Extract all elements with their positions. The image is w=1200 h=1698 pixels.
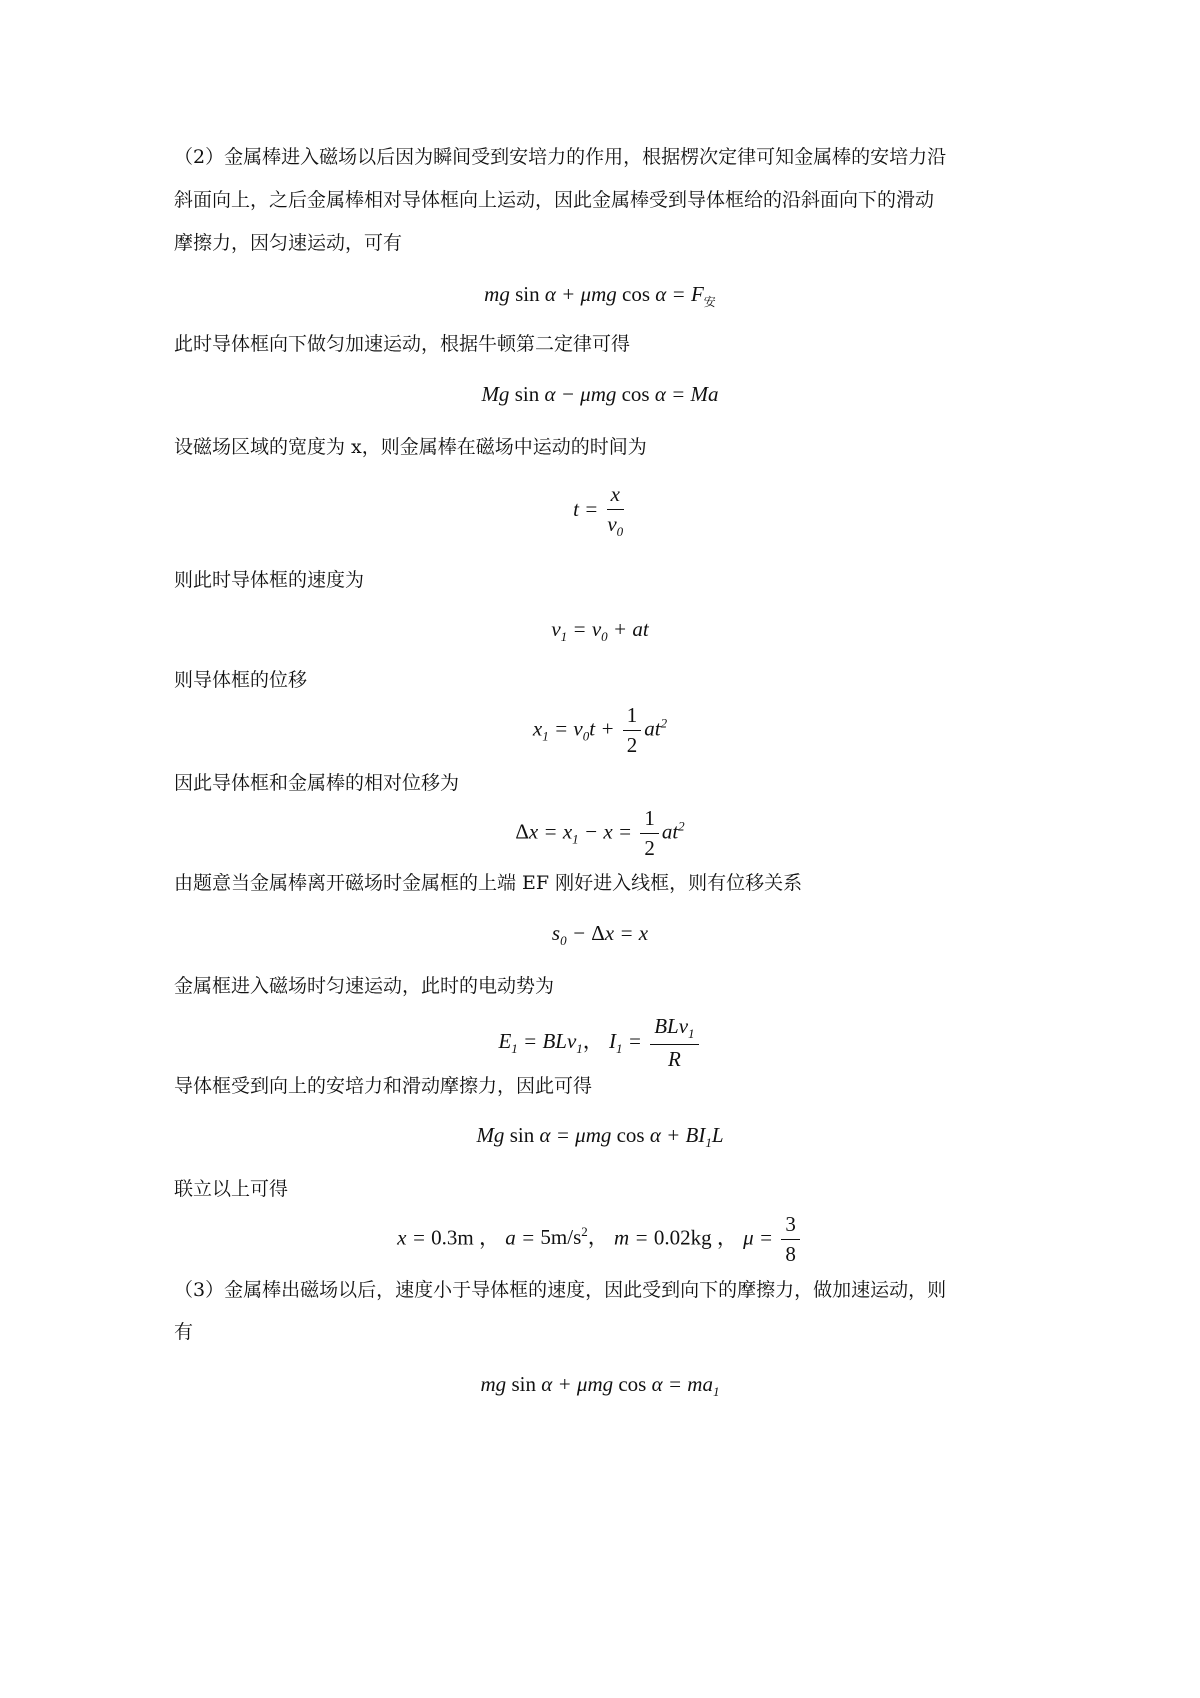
equation-5: $x_1 = v_0t$ + $\frac{1}{2}$ $at^2$ [532,703,668,757]
paragraph-line: 斜面向上，之后金属棒相对导体框向上运动，因此金属棒受到导体框给的沿斜面向下的滑动 [174,189,935,211]
paragraph-line: 由题意当金属棒离开磁场时金属框的上端 EF 刚好进入线框，则有位移关系 [174,872,803,894]
equation-7: $s_0 - \Delta x = x$ [551,921,649,949]
equation-11: mg sin α + μmg $\cos \alpha = ma_1$ [480,1372,720,1400]
equation-1: mg sin α + μmg $\cos \alpha = F_安$ [484,282,716,310]
paragraph-line: 联立以上可得 [174,1178,289,1200]
equation-4: $v_1 = v_0$ + at [551,617,649,645]
paragraph-line: 导体框受到向上的安培力和滑动摩擦力，因此可得 [174,1075,593,1097]
paragraph-line: （2）金属棒进入磁场以后因为瞬间受到安培力的作用，根据楞次定律可知金属棒的安培力沿 [174,146,947,168]
equation-3: t = $\frac{x}{v_0}$ [573,482,624,540]
equation-10: x = 0.3m ， $a = 5m/s^2$， m = 0.02kg ， μ = $\frac{3}{8}$ [0,1212,1200,1267]
equation-9: Mg sin α = μmg $\cos \alpha + BI_1L$ [476,1123,724,1151]
paragraph-line: 因此导体框和金属棒的相对位移为 [174,772,460,794]
paragraph-line: 此时导体框向下做匀加速运动，根据牛顿第二定律可得 [174,333,631,355]
paragraph-line: 金属框进入磁场时匀速运动，此时的电动势为 [174,975,555,997]
paragraph-line: 设磁场区域的宽度为 x，则金属棒在磁场中运动的时间为 [174,436,647,458]
paragraph-line: 则导体框的位移 [174,669,308,691]
paragraph-line: 摩擦力，因匀速运动，可有 [174,232,403,254]
equation-6: $\Delta x = x_1 - x$ = $\frac{1}{2}$ $at^2$ [515,806,685,860]
equation-2: Mg sin α − μmg cos α = Ma [481,382,719,406]
paragraph-line: （3）金属棒出磁场以后，速度小于导体框的速度，因此受到向下的摩擦力，做加速运动，则 [174,1279,947,1301]
paragraph-line: 则此时导体框的速度为 [174,569,365,591]
paragraph-line: 有 [174,1321,194,1343]
equation-8: $E_1 = BLv_1$， $I_1$ = $\frac{BLv_1}{R}$ [0,1014,1200,1072]
